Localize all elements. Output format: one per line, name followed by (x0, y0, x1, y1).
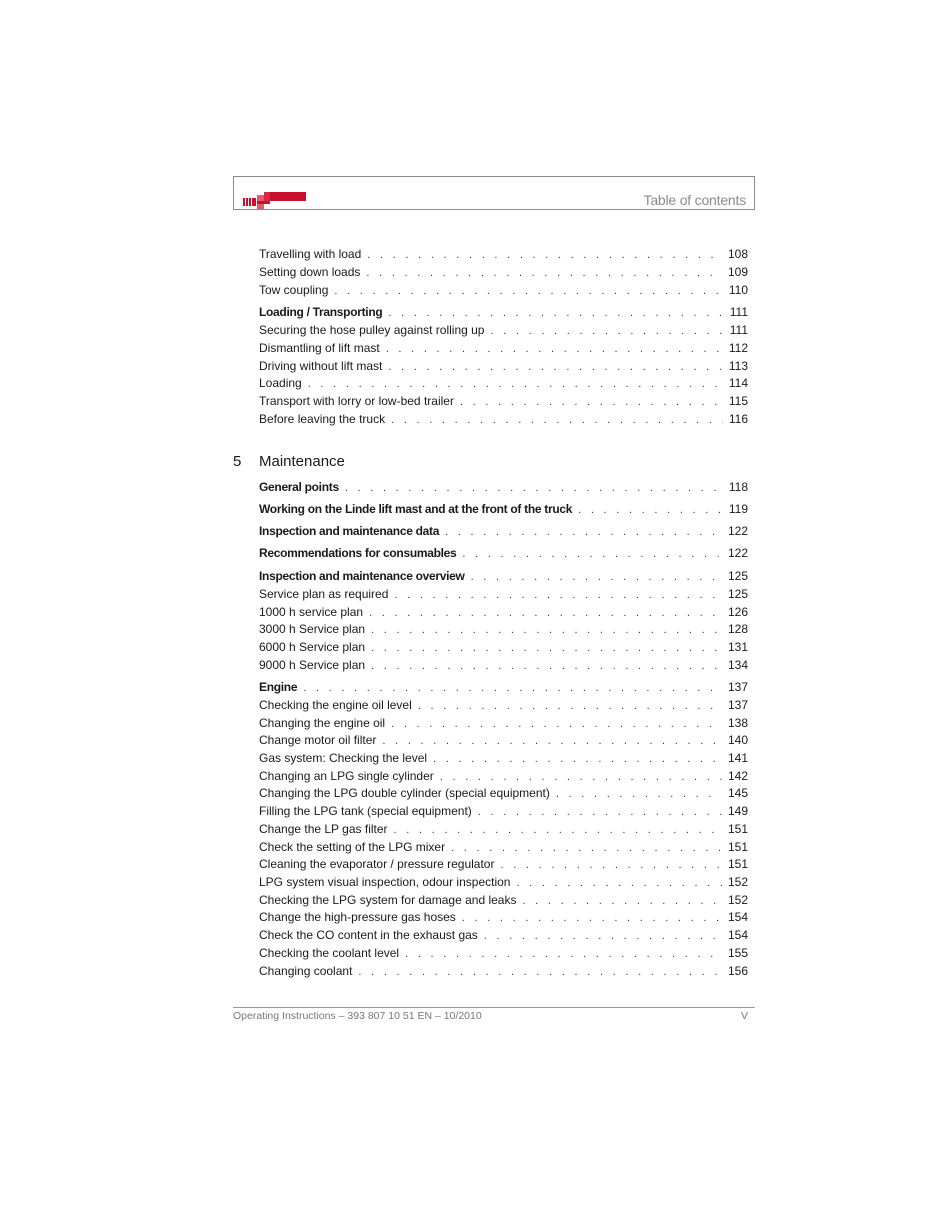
toc-entry-page: 108 (727, 247, 748, 261)
toc-entry-page: 149 (727, 804, 748, 818)
toc-entry[interactable] (259, 873, 748, 891)
toc-entry-title: Recommendations for consumables (259, 546, 457, 560)
toc-entry[interactable] (259, 696, 748, 714)
toc-entry-title: Service plan as required (259, 587, 389, 601)
footer-page-number: V (740, 1010, 748, 1022)
toc-dot-leader (484, 927, 722, 945)
toc-dot-leader (386, 340, 723, 358)
toc-entry[interactable] (259, 522, 748, 540)
toc-entry-page: 122 (727, 546, 748, 560)
toc-entry-page: 151 (727, 857, 748, 871)
toc-entry-page: 137 (727, 680, 748, 694)
toc-entry-page: 141 (727, 751, 748, 765)
toc-entry-page: 111 (729, 323, 748, 337)
toc-dot-leader (334, 282, 722, 300)
toc-entry[interactable] (259, 638, 748, 656)
footer-document-info: Operating Instructions – 393 807 10 51 EN – 10/2010 (233, 1010, 482, 1022)
toc-entry-page: 125 (727, 569, 748, 583)
toc-entry-title: Changing an LPG single cylinder (259, 769, 434, 783)
toc-entry-title: Working on the Linde lift mast and at the front of the truck (259, 502, 573, 516)
toc-entry[interactable] (259, 891, 748, 909)
toc-entry[interactable] (259, 714, 748, 732)
toc-entry-page: 156 (727, 964, 748, 978)
toc-entry-page: 125 (727, 587, 748, 601)
toc-entry-title: Check the setting of the LPG mixer (259, 840, 446, 854)
toc-entry[interactable] (259, 620, 748, 638)
toc-dot-leader (516, 874, 722, 892)
toc-entry-page: 137 (727, 698, 748, 712)
toc-dot-leader (367, 246, 722, 264)
toc-entry-title: Filling the LPG tank (special equipment) (259, 804, 472, 818)
brand-logo (243, 192, 306, 209)
toc-entry-title: Securing the hose pulley against rolling up (259, 323, 485, 337)
toc-dot-leader (308, 375, 723, 393)
toc-entry-title: Checking the engine oil level (259, 698, 412, 712)
toc-dot-leader (471, 568, 722, 586)
toc-entry-title: Setting down loads (259, 265, 361, 279)
toc-entry[interactable] (259, 585, 748, 603)
toc-entry[interactable] (259, 926, 748, 944)
toc-dot-leader (445, 523, 722, 541)
toc-entry[interactable] (259, 392, 748, 410)
toc-dot-leader (388, 304, 723, 322)
toc-entry-page: 131 (727, 640, 748, 654)
toc-entry[interactable] (259, 802, 748, 820)
toc-entry-page: 110 (728, 283, 748, 297)
toc-entry-title: Transport with lorry or low-bed trailer (259, 394, 454, 408)
toc-entry-title: General points (259, 480, 339, 494)
header-title: Table of contents (643, 192, 746, 208)
toc-entry-title: Dismantling of lift mast (259, 341, 380, 355)
toc-entry-page: 115 (728, 394, 748, 408)
toc-dot-leader (433, 750, 722, 768)
toc-dot-leader (500, 856, 721, 874)
toc-entry-page: 155 (727, 946, 748, 960)
toc-entry-page: 134 (727, 658, 748, 672)
toc-entry-page: 109 (727, 265, 748, 279)
footer-divider (233, 1007, 755, 1008)
toc-entry[interactable] (259, 603, 748, 621)
toc-entry-title: Change the high-pressure gas hoses (259, 910, 456, 924)
toc-entry[interactable] (259, 374, 748, 392)
toc-dot-leader (371, 657, 722, 675)
toc-entry-title: 6000 h Service plan (259, 640, 366, 654)
toc-entry-title: Inspection and maintenance overview (259, 569, 465, 583)
toc-dot-leader (478, 803, 722, 821)
toc-dot-leader (490, 322, 723, 340)
toc-entry[interactable] (259, 339, 748, 357)
page-header (233, 176, 755, 210)
toc-entry-title: Loading / Transporting (259, 305, 383, 319)
toc-entry[interactable] (259, 245, 748, 263)
toc-entry-page: 151 (727, 822, 748, 836)
toc-entry-title: Engine (259, 680, 298, 694)
toc-dot-leader (405, 945, 722, 963)
toc-entry-page: 128 (727, 622, 748, 636)
toc-entry-title: 1000 h service plan (259, 605, 364, 619)
toc-entry-title: 9000 h Service plan (259, 658, 366, 672)
toc-entry-title: LPG system visual inspection, odour inspection (259, 875, 511, 889)
toc-entry-title: Change the LP gas filter (259, 822, 388, 836)
toc-entry-page: 140 (727, 733, 748, 747)
toc-entry-title: Cleaning the evaporator / pressure regulator (259, 857, 495, 871)
toc-entry-title: Checking the coolant level (259, 946, 400, 960)
toc-entry-title: Gas system: Checking the level (259, 751, 428, 765)
toc-dot-leader (556, 785, 722, 803)
toc-dot-leader (345, 479, 723, 497)
toc-entry[interactable] (259, 544, 748, 562)
toc-entry-page: 118 (728, 480, 748, 494)
toc-dot-leader (371, 639, 722, 657)
toc-dot-leader (371, 621, 722, 639)
toc-dot-leader (460, 393, 723, 411)
toc-entry-title: Checking the LPG system for damage and leaks (259, 893, 517, 907)
toc-entry[interactable] (259, 678, 748, 696)
toc-entry-page: 114 (728, 376, 748, 390)
toc-entry-page: 152 (727, 893, 748, 907)
toc-entry[interactable] (259, 731, 748, 749)
toc-entry[interactable] (259, 321, 748, 339)
toc-dot-leader (462, 545, 722, 563)
toc-entry-title: Before leaving the truck (259, 412, 386, 426)
toc-entry[interactable] (259, 767, 748, 785)
toc-entry[interactable] (259, 944, 748, 962)
toc-entry[interactable] (259, 410, 748, 428)
toc-entry-page: 116 (728, 412, 748, 426)
toc-dot-leader (391, 411, 723, 429)
toc-dot-leader (394, 586, 722, 604)
toc-entry[interactable] (259, 855, 748, 873)
toc-entry-page: 126 (727, 605, 748, 619)
toc-entry-title: Change motor oil filter (259, 733, 377, 747)
section-title: Maintenance (259, 453, 345, 470)
toc-entry[interactable] (259, 478, 748, 496)
toc-entry[interactable] (259, 908, 748, 926)
toc-entry-page: 145 (727, 786, 748, 800)
toc-entry-page: 154 (727, 928, 748, 942)
toc-entry-page: 154 (727, 910, 748, 924)
toc-entry[interactable] (259, 656, 748, 674)
toc-entry[interactable] (259, 357, 748, 375)
toc-dot-leader (394, 821, 722, 839)
toc-entry-title: Changing coolant (259, 964, 353, 978)
toc-entry[interactable] (259, 838, 748, 856)
toc-dot-leader (358, 963, 722, 981)
toc-entry-page: 151 (727, 840, 748, 854)
toc-dot-leader (303, 679, 722, 697)
toc-entry-page: 142 (727, 769, 748, 783)
toc-entry-title: Check the CO content in the exhaust gas (259, 928, 478, 942)
toc-entry[interactable] (259, 263, 748, 281)
toc-entry[interactable] (259, 281, 748, 299)
section-number: 5 (233, 453, 242, 470)
toc-entry-page: 111 (729, 305, 748, 319)
toc-entry-title: Changing the engine oil (259, 716, 386, 730)
toc-dot-leader (382, 732, 722, 750)
toc-entry[interactable] (259, 567, 748, 585)
toc-entry-page: 152 (727, 875, 748, 889)
toc-entry-page: 113 (728, 359, 748, 373)
toc-entry[interactable] (259, 500, 748, 518)
toc-dot-leader (462, 909, 722, 927)
toc-entry[interactable] (259, 749, 748, 767)
toc-dot-leader (578, 501, 723, 519)
toc-dot-leader (366, 264, 722, 282)
toc-entry-page: 122 (727, 524, 748, 538)
toc-entry-title: Tow coupling (259, 283, 329, 297)
toc-entry-page: 119 (728, 502, 748, 516)
toc-entry[interactable] (259, 303, 748, 321)
toc-entry-page: 138 (727, 716, 748, 730)
toc-entry-title: Inspection and maintenance data (259, 524, 440, 538)
toc-entry-title: Travelling with load (259, 247, 362, 261)
toc-entry-title: Changing the LPG double cylinder (special equipment) (259, 786, 550, 800)
toc-entry-title: Loading (259, 376, 302, 390)
toc-entry[interactable] (259, 784, 748, 802)
toc-dot-leader (418, 697, 722, 715)
toc-entry-title: 3000 h Service plan (259, 622, 366, 636)
toc-entry[interactable] (259, 820, 748, 838)
toc-entry-title: Driving without lift mast (259, 359, 383, 373)
toc-entry[interactable] (259, 962, 748, 980)
toc-entry-page: 112 (728, 341, 748, 355)
